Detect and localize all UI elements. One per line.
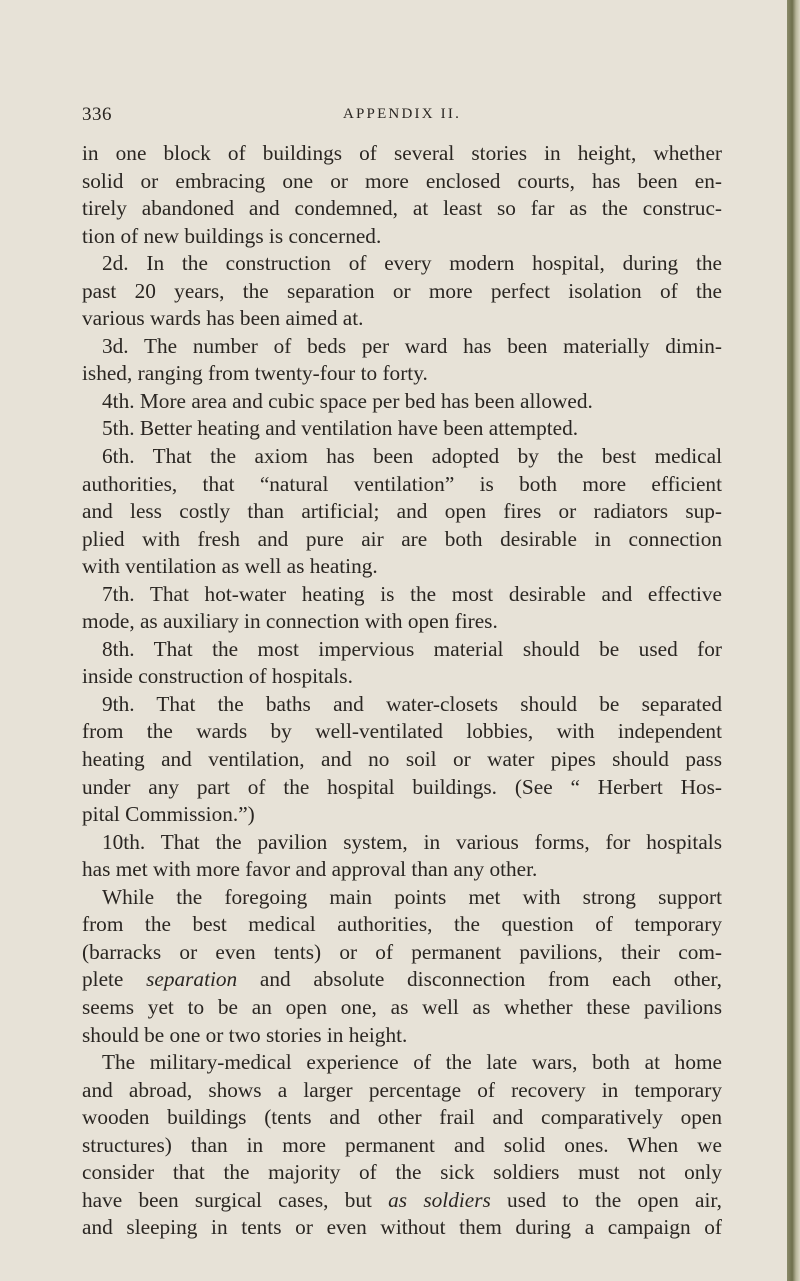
text-line: various wards has been aimed at. (82, 306, 364, 331)
text-line: 10th. That the pavilion system, in various forms, for hospitals (102, 829, 722, 854)
text-line-with-italic (82, 1187, 722, 1215)
text-line: tirely abandoned and condemned, at least so far as the construc- (82, 196, 722, 221)
text-line: seems yet to be an open one, as well as whether these pavilions (82, 994, 722, 1019)
text-line: wooden buildings (tents and other frail and comparatively open (82, 1105, 722, 1130)
text-line: plied with fresh and pure air are both desirable in connection (82, 526, 722, 551)
line-segment: have been surgical cases, but (82, 1187, 389, 1212)
text-line: 6th. That the axiom has been adopted by the best medical (102, 444, 722, 469)
line-segment: plete (82, 967, 147, 992)
page-edge-binding (787, 0, 800, 1281)
text-line: authorities, that “natural ventilation” is both more efficient (82, 471, 722, 496)
line-segment: used to the open air, (490, 1187, 722, 1212)
text-line: mode, as auxiliary in connection with open fires. (82, 609, 498, 634)
text-line: should be one or two stories in height. (82, 1022, 408, 1047)
text-line: While the foregoing main points met with strong support (102, 884, 722, 909)
line-segment: and absolute disconnection from each other, (237, 967, 723, 992)
text-line: (barracks or even tents) or of permanent pavilions, their com- (82, 939, 722, 964)
text-line: 9th. That the baths and water-closets should be separated (102, 691, 722, 716)
text-line: pital Commission.”) (82, 802, 255, 827)
text-line: with ventilation as well as heating. (82, 554, 378, 579)
text-line: from the wards by well-ventilated lobbies, with independent (82, 719, 722, 744)
text-line: past 20 years, the separation or more perfect isolation of the (82, 278, 722, 303)
text-line: The military-medical experience of the late wars, both at home (102, 1050, 722, 1075)
text-line: ished, ranging from twenty-four to forty. (82, 361, 428, 386)
text-line: and abroad, shows a larger percentage of recovery in temporary (82, 1077, 722, 1102)
text-line: and sleeping in tents or even without them during a campaign of (82, 1215, 722, 1240)
page-number: 336 (82, 104, 112, 125)
text-line: 7th. That hot-water heating is the most desirable and effective (102, 581, 722, 606)
text-line: inside construction of hospitals. (82, 664, 353, 689)
italic-emphasis: as soldiers (388, 1187, 491, 1212)
text-line: 5th. Better heating and ventilation have been attempted. (102, 416, 579, 441)
text-line: consider that the majority of the sick soldiers must not only (82, 1160, 722, 1185)
text-line: from the best medical authorities, the question of temporary (82, 912, 722, 937)
text-line: and less costly than artificial; and open fires or radiators sup- (82, 499, 722, 524)
text-line: 4th. More area and cubic space per bed has been allowed. (102, 388, 593, 413)
text-line: under any part of the hospital buildings. (See “ Herbert Hos- (82, 774, 722, 799)
text-line: 2d. In the construction of every modern hospital, during the (102, 251, 722, 276)
text-line: 3d. The number of beds per ward has been materially dimin- (102, 333, 722, 358)
text-line: in one block of buildings of several stories in height, whether (82, 141, 722, 165)
text-line: heating and ventilation, and no soil or water pipes should pass (82, 747, 722, 772)
text-line: structures) than in more permanent and solid ones. When we (82, 1132, 722, 1157)
text-line: 8th. That the most impervious material should be used for (102, 636, 722, 661)
text-line: solid or embracing one or more enclosed courts, has been en- (82, 168, 722, 193)
text-line: tion of new buildings is concerned. (82, 223, 382, 248)
body-text (82, 140, 722, 1242)
running-head-title: APPENDIX II. (342, 106, 462, 122)
running-head (82, 104, 722, 128)
text-line: has met with more favor and approval than any other. (82, 857, 538, 882)
italic-emphasis: separation (146, 967, 238, 992)
text-line-with-italic (82, 966, 722, 994)
